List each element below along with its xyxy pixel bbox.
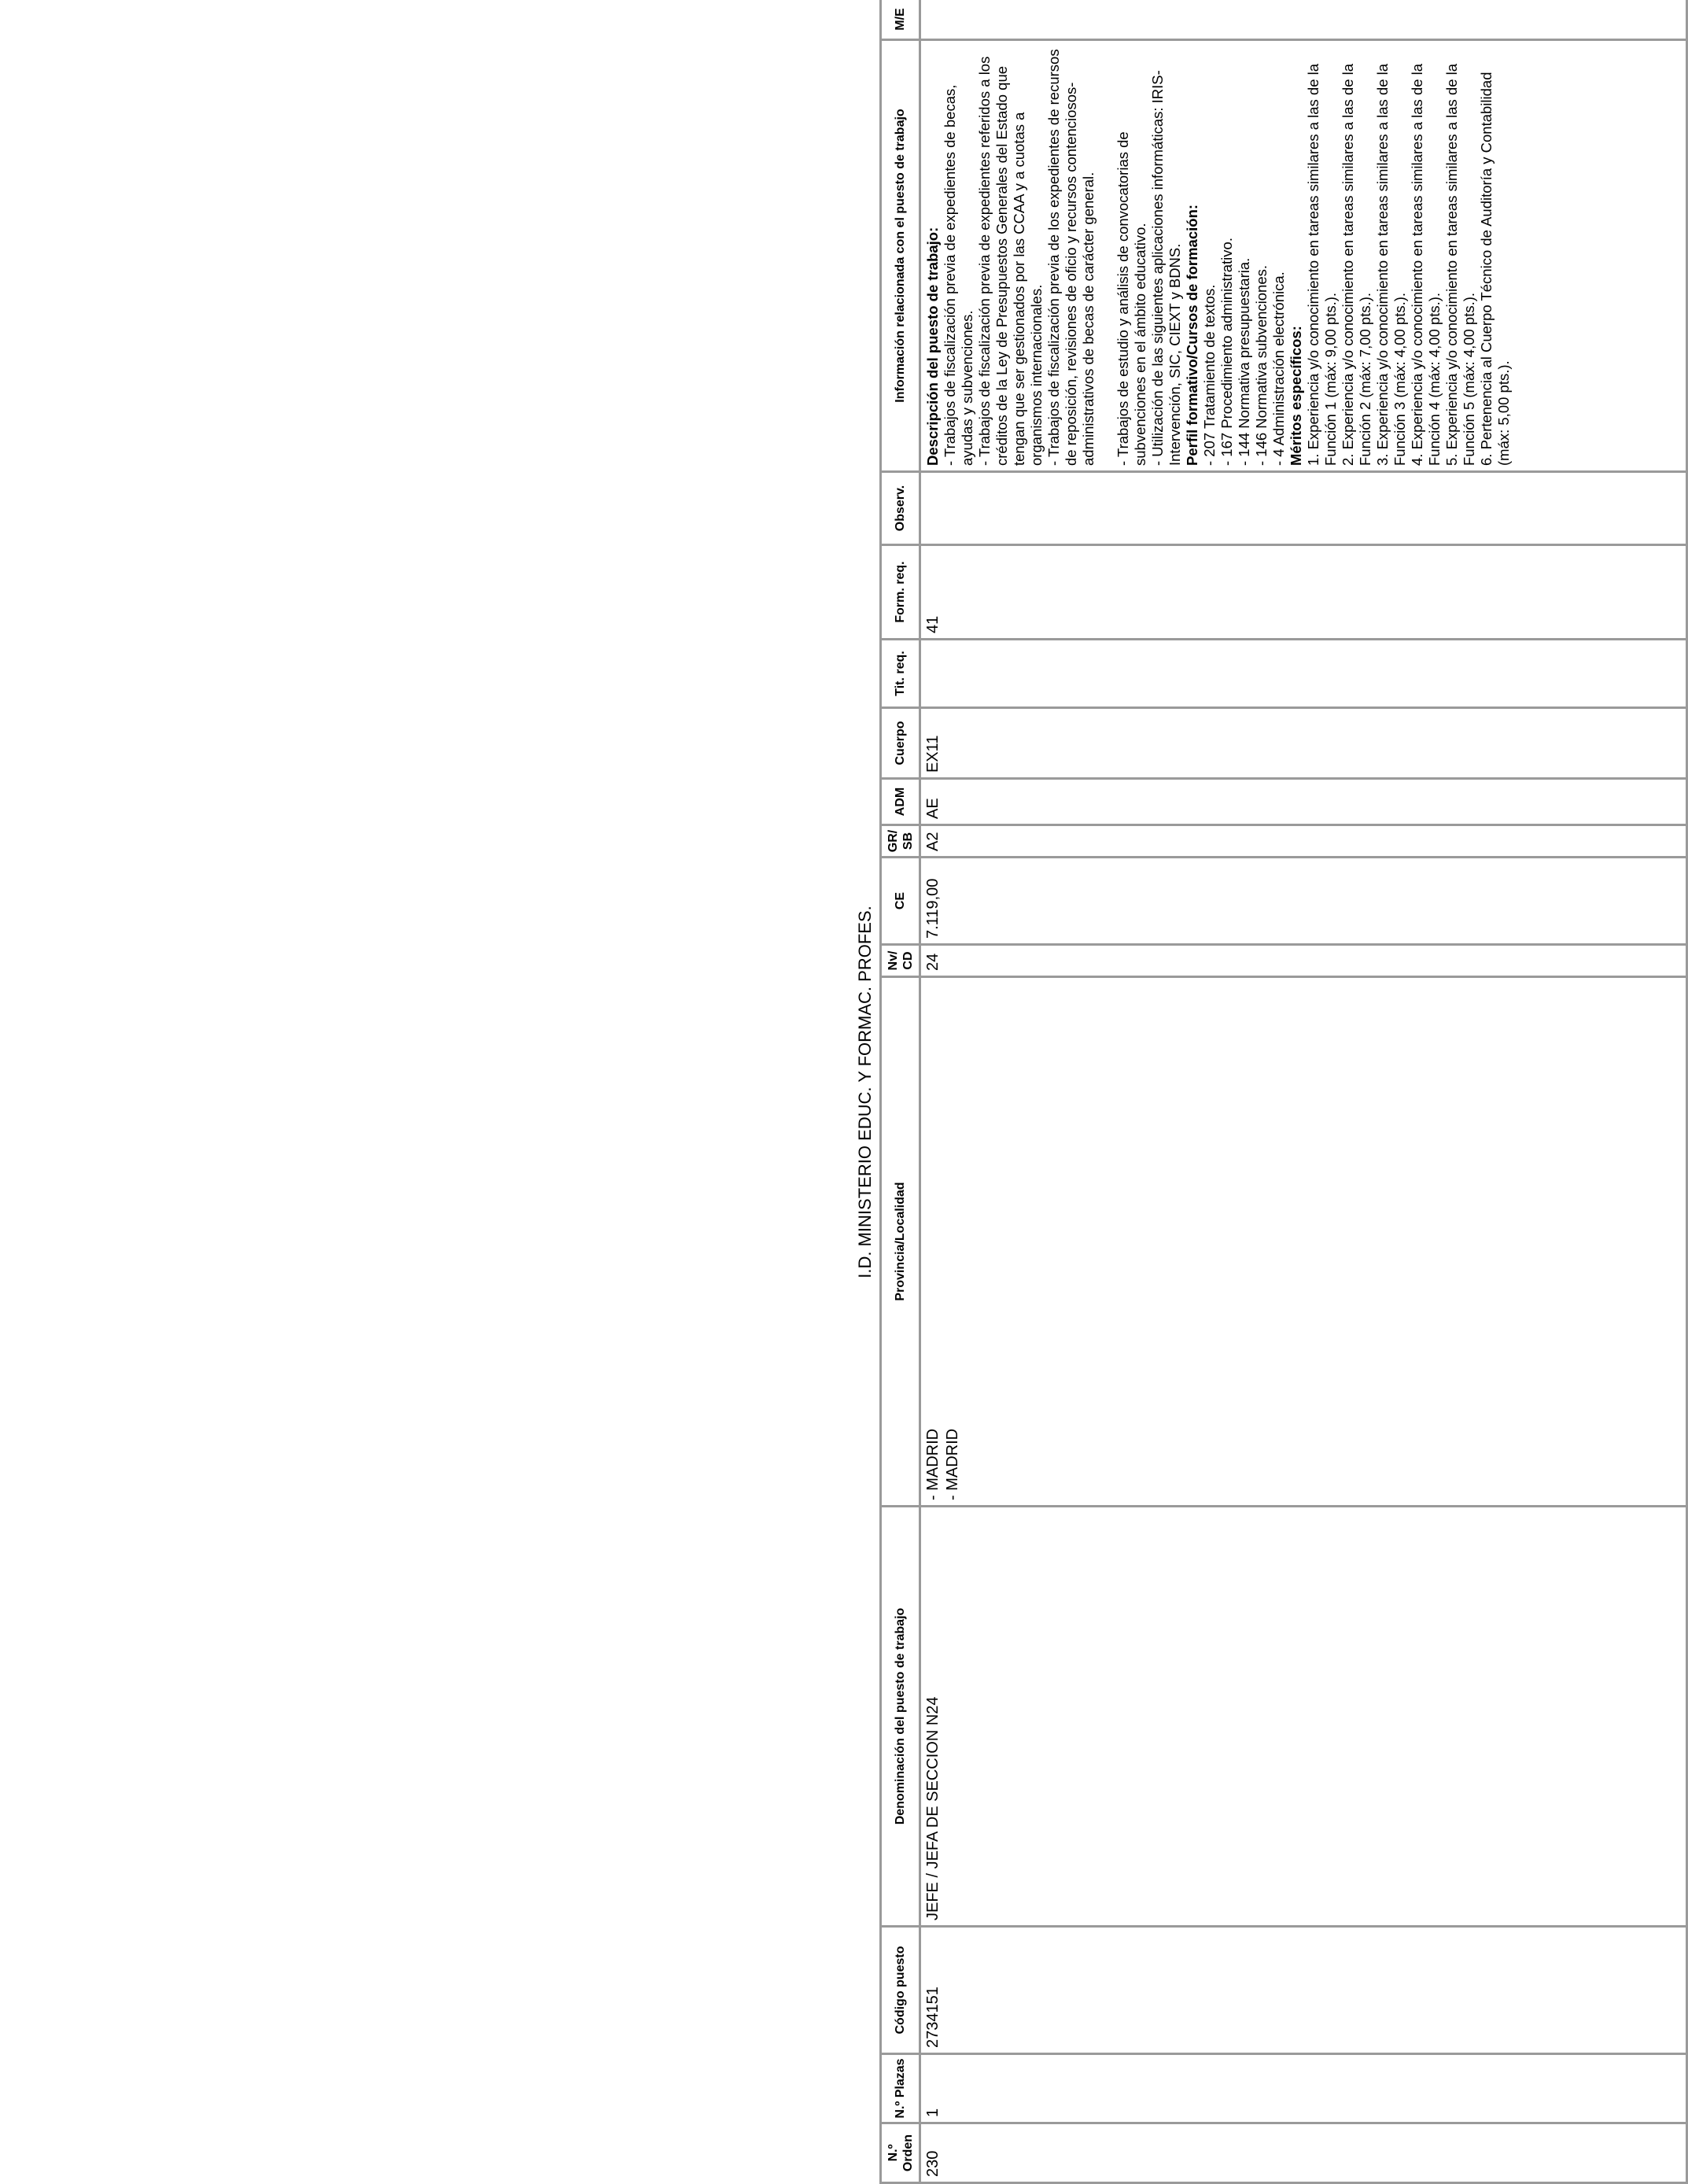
cell-me <box>920 0 1687 40</box>
cell-plazas: 1 <box>920 2054 1687 2123</box>
meritos-title: Méritos específicos: <box>1288 326 1304 466</box>
merito-item: 2. Experiencia y/o conocimiento en tareas similares a las de la Función 2 (máx: 7,00 pts.). <box>1340 63 1373 466</box>
header-denominacion: Denominación del puesto de trabajo <box>881 1507 920 1927</box>
job-positions-table <box>879 0 1688 2184</box>
cell-ce: 7.119,00 <box>920 858 1687 945</box>
formacion-title: Perfil formativo/Cursos de formación: <box>1184 204 1200 466</box>
header-orden: N.º Orden <box>881 2123 920 2183</box>
spacer <box>1097 46 1115 466</box>
header-nivel <box>881 945 920 977</box>
header-nivel-line1: Nv/ <box>886 950 900 971</box>
cell-titulacion <box>920 640 1687 708</box>
table-row <box>920 0 1687 2183</box>
descripcion-item: - Trabajos de fiscalización previa de expedientes referidos a los créditos de la Ley de Presupuestos Generales del Estado que tengan que ser gestionados por las CCAA y a cuotas a organismos internacionales. <box>976 56 1045 466</box>
header-codigo: Código puesto <box>881 1927 920 2054</box>
cell-orden: 230 <box>920 2123 1687 2183</box>
header-informacion: Información relacionada con el puesto de trabajo <box>881 40 920 472</box>
merito-item: 4. Experiencia y/o conocimiento en tareas similares a las de la Función 4 (máx: 4,00 pts.). <box>1409 63 1443 466</box>
header-titulacion: Tit. req. <box>881 640 920 708</box>
cell-adm: AE <box>920 779 1687 825</box>
header-grupo-line1: GR/ <box>886 829 900 853</box>
header-me: M/E <box>881 0 920 40</box>
header-provincia: Provincia/Localidad <box>881 977 920 1507</box>
header-plazas: N.º Plazas <box>881 2054 920 2123</box>
descripcion-item: - Trabajos de estudio y análisis de convocatorias de subvenciones en el ámbito educativo. <box>1115 131 1148 466</box>
ministry-header: I.D. MINISTERIO EDUC. Y FORMAC. PROFES. <box>855 906 875 1278</box>
descripcion-item: - Utilización de las siguientes aplicaciones informáticas: IRIS-Intervención, SIC, CIEXT y BDNS. <box>1149 70 1183 466</box>
cell-provincia-localidad <box>920 977 1687 1507</box>
formacion-item: - 146 Normativa subvenciones. <box>1253 264 1270 466</box>
formacion-item: - 4 Administración electrónica. <box>1270 271 1287 466</box>
merito-item: 5. Experiencia y/o conocimiento en tareas similares a las de la Función 5 (máx: 4,00 pts.). <box>1443 63 1477 466</box>
formacion-item: - 167 Procedimiento administrativo. <box>1218 238 1235 466</box>
cell-denominacion: JEFE / JEFA DE SECCION N24 <box>920 1507 1687 1927</box>
cell-cuerpo: EX11 <box>920 708 1687 779</box>
descripcion-item: - Trabajos de fiscalización previa de expedientes de becas, ayudas y subvenciones. <box>942 84 975 466</box>
header-observaciones: Observ. <box>881 472 920 545</box>
descripcion-item: - Trabajos de fiscalización previa de los expedientes de recursos de reposición, revisiones de oficio y recursos contenciosos-administrativos de becas de carácter general. <box>1045 49 1096 466</box>
formacion-item: - 144 Normativa presupuestaria. <box>1236 257 1252 466</box>
cell-grupo: A2 <box>920 825 1687 858</box>
cell-formacion: 41 <box>920 545 1687 640</box>
header-nivel-line2: CD <box>901 951 915 970</box>
cell-localidad: - MADRID <box>944 1428 961 1500</box>
cell-informacion <box>920 40 1687 472</box>
merito-item: 6. Pertenencia al Cuerpo Técnico de Auditoría y Contabilidad (máx: 5,00 pts.). <box>1478 72 1512 466</box>
header-formacion: Form. req. <box>881 545 920 640</box>
header-adm: ADM <box>881 779 920 825</box>
header-ce: CE <box>881 858 920 945</box>
cell-codigo: 2734151 <box>920 1927 1687 2054</box>
formacion-item: - 207 Tratamiento de textos. <box>1201 284 1218 466</box>
merito-item: 3. Experiencia y/o conocimiento en tareas similares a las de la Función 3 (máx: 4,00 pts.). <box>1374 63 1408 466</box>
merito-item: 1. Experiencia y/o conocimiento en tareas similares a las de la Función 1 (máx: 9,00 pts.). <box>1305 63 1339 466</box>
header-cuerpo: Cuerpo <box>881 708 920 779</box>
header-row <box>881 0 920 2183</box>
cell-provincia: - MADRID <box>924 1428 942 1500</box>
cell-nivel: 24 <box>920 945 1687 977</box>
header-grupo <box>881 825 920 858</box>
cell-observaciones <box>920 472 1687 545</box>
header-grupo-line2: SB <box>901 832 915 850</box>
descripcion-title: Descripción del puesto de trabajo: <box>924 227 941 466</box>
